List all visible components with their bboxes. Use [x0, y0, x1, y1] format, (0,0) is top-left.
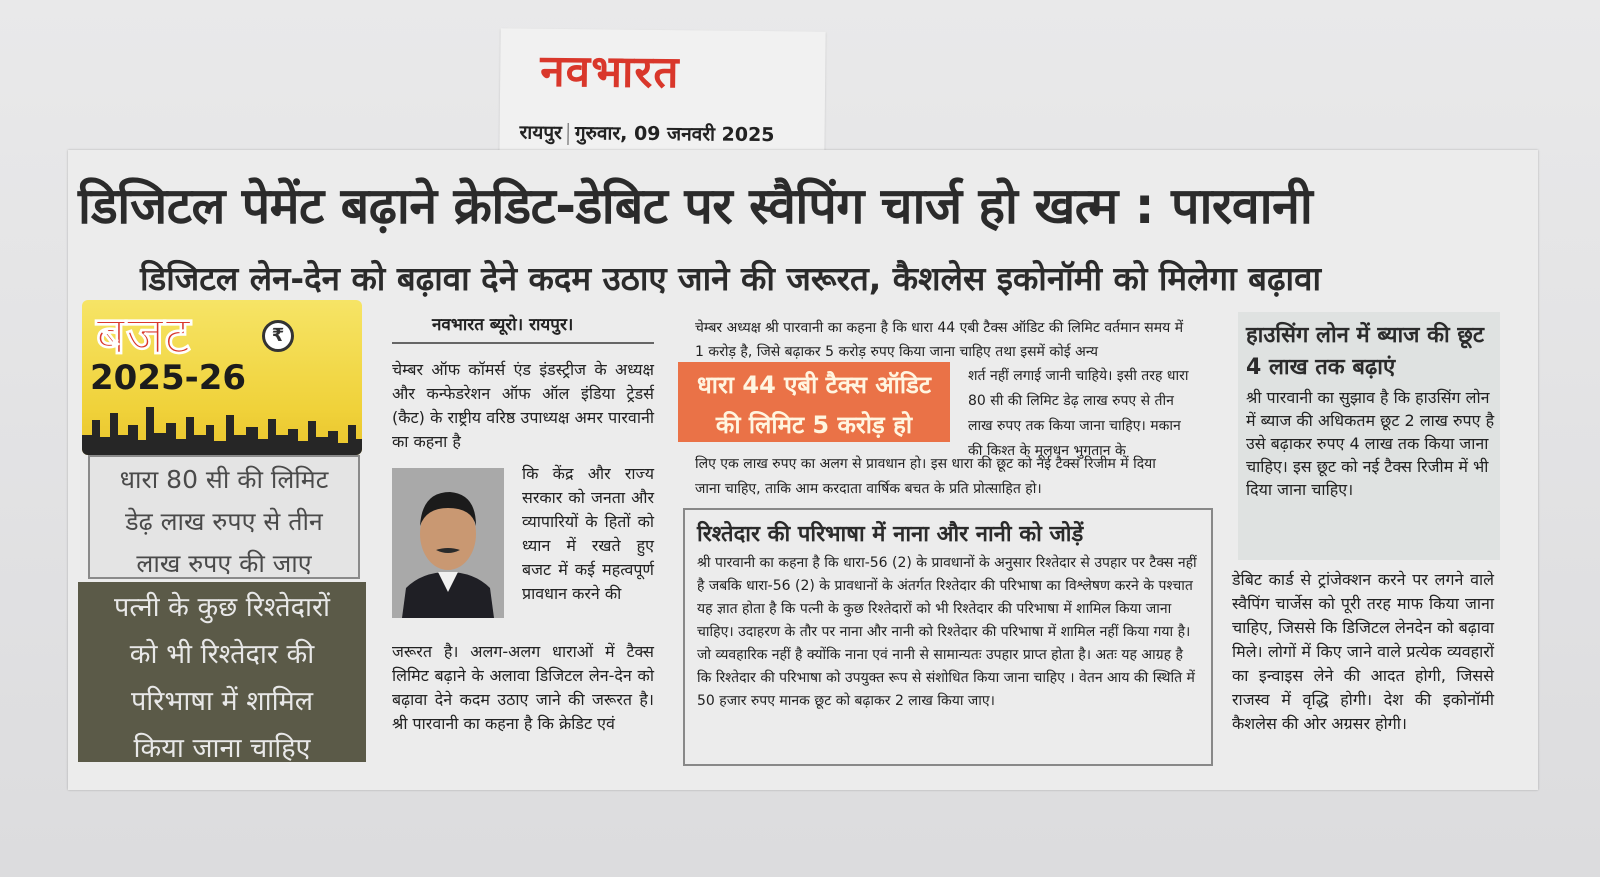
box3-text: श्री पारवानी का कहना है कि धारा-56 (2) के प्रावधानों के अनुसार रिश्तेदार से उपहार पर टैक्स नहीं है जबकि धारा-56 (2) के प्रावधानों के अंतर्गत रिश्तेदार की परिभाषा का विश्लेषण करने के पश्चात यह ज्ञात होता है कि पत्नी के कुछ रिश्तेदारों को भी रिश्तेदार की परिभाषा में शामिल किया जाना चाहिए। उदाहरण के तौर पर नाना और नानी को रिश्तेदार की परिभाषा में शामिल नहीं किया गया है। जो व्यवहारिक नहीं है क्योंकि नाना एवं नानी से सामान्यतः उपहार प्राप्त होता है। अतः यह आग्रह है कि रिश्तेदार की परिभाषा को उपयुक्त रूप से संशोधित किया जाना चाहिए । वेतन आय की स्थिति में 50 हजार रुपए मानक छूट को बढ़ाकर 2 लाख किया जाए। [697, 555, 1197, 709]
dateline-date: गुरुवार, 09 जनवरी 2025 [574, 122, 775, 147]
subheadline: डिजिटल लेन-देन को बढ़ावा देने कदम उठाए जाने की जरूरत, कैशलेस इकोनॉमी को मिलेगा बढ़ावा [140, 259, 1322, 298]
headline: डिजिटल पेमेंट बढ़ाने क्रेडिट-डेबिट पर स्वैपिंग चार्ज हो खत्म : पारवानी [78, 177, 1313, 235]
budget-logo [82, 300, 362, 455]
dateline-city: रायपुर [519, 121, 562, 144]
article-col2-bottom: लिए एक लाख रुपए का अलग से प्रावधान हो। इस धारा की छूट को नई टैक्स रिजीम में दिया जाना चाहिए, ताकि आम करदाता वार्षिक बचत के प्रति प्रोत्साहित हो। [695, 456, 1156, 497]
callout-line: की लिमिट 5 करोड़ हो [715, 411, 913, 439]
article-col1-bottom: जरूरत है। अलग-अलग धाराओं में टैक्स लिमिट बढ़ाने के अलावा डिजिटल लेन-देन को बढ़ावा देने कदम उठाए जाने की जरूरत है। श्री पारवानी का कहना है कि क्रेडिट एवं [392, 642, 654, 733]
relatives-definition-box [683, 508, 1213, 766]
byline-divider [392, 342, 654, 344]
box2-line: पत्नी के कुछ रिश्तेदारों [113, 592, 331, 623]
budget-year: 2025-26 [90, 358, 247, 398]
housing-loan-sidebar [1238, 312, 1500, 560]
dateline-divider [568, 123, 569, 145]
highlight-box-80c [88, 455, 360, 579]
article-col1-top: चेम्बर ऑफ कॉमर्स एंड इंडस्ट्रीज के अध्यक्ष और कन्फेडरेशन ऑफ ऑल इंडिया ट्रेडर्स (कैट) के राष्ट्रीय वरिष्ठ उपाध्यक्ष अमर पारवानी का कहना है [392, 360, 654, 451]
rupee-coin-icon: ₹ [262, 320, 294, 352]
masthead [499, 28, 825, 161]
person-photo [392, 468, 504, 618]
box1-line: धारा 80 सी की लिमिट [119, 465, 329, 494]
person-portrait-icon [392, 468, 504, 618]
article-col1-side: कि केंद्र और राज्य सरकार को जनता और व्यापारियों के हितों को ध्यान में रखते हुए बजट में कई महत्वपूर्ण प्रावधान करने की [522, 464, 654, 603]
highlight-box-relatives [78, 582, 366, 762]
article-col3: डेबिट कार्ड से ट्रांजेक्शन करने पर लगने वाले स्वैपिंग चार्जेस को पूरी तरह माफ किया जाना चाहिए, जिससे कि डिजिटल लेनदेन को बढ़ावा मिले। लोगों में किए जाने वाले प्रत्येक व्यवहारों का इन्वाइस लेने की आदत होगी, जिससे राजस्व में वृद्धि होगी। देश की इकोनॉमी कैशलेस की ओर अग्रसर होगी। [1232, 570, 1494, 733]
box3-title: रिश्तेदार की परिभाषा में नाना और नानी को जोड़ें [697, 522, 1084, 547]
sidebar-title: हाउसिंग लोन में ब्याज की छूट 4 लाख तक बढ़ाएं [1246, 323, 1484, 380]
box2-line: परिभाषा में शामिल [130, 686, 314, 717]
callout-44ab [678, 362, 950, 442]
box2-line: को भी रिश्तेदार की [129, 639, 315, 670]
article-col2-top: चेम्बर अध्यक्ष श्री पारवानी का कहना है कि धारा 44 एबी टैक्स ऑडिट की लिमिट वर्तमान समय में 1 करोड़ है, जिसे बढ़ाकर 5 करोड़ रुपए किया जाना चाहिए तथा इसमें कोई अन्य [695, 320, 1184, 360]
box1-line: डेढ़ लाख रुपए से तीन [125, 507, 323, 536]
dateline [519, 119, 774, 148]
sidebar-text: श्री पारवानी का सुझाव है कि हाउसिंग लोन में ब्याज की अधिकतम छूट 2 लाख रुपए है उसे बढ़ाकर रुपए 4 लाख तक किया जाना चाहिए। इस छूट को नई टैक्स रिजीम में भी दिया जाना चाहिए। [1246, 388, 1495, 499]
budget-word: बजट [96, 306, 191, 366]
callout-line: धारा 44 एबी टैक्स ऑडिट [697, 371, 931, 399]
newspaper-logo: नवभारत [539, 45, 680, 99]
article-col2-side: शर्त नहीं लगाई जानी चाहिये। इसी तरह धारा 80 सी की लिमिट डेढ़ लाख रुपए से तीन लाख रुपए तक किया जाना चाहिए। मकान की किश्त के मूलधन भुगतान के [968, 368, 1189, 459]
box2-line: किया जाना चाहिए [133, 733, 311, 764]
byline: नवभारत ब्यूरो। रायपुर। [432, 315, 574, 335]
box1-line: लाख रुपए की जाए [136, 549, 312, 578]
city-skyline-icon [82, 395, 362, 455]
